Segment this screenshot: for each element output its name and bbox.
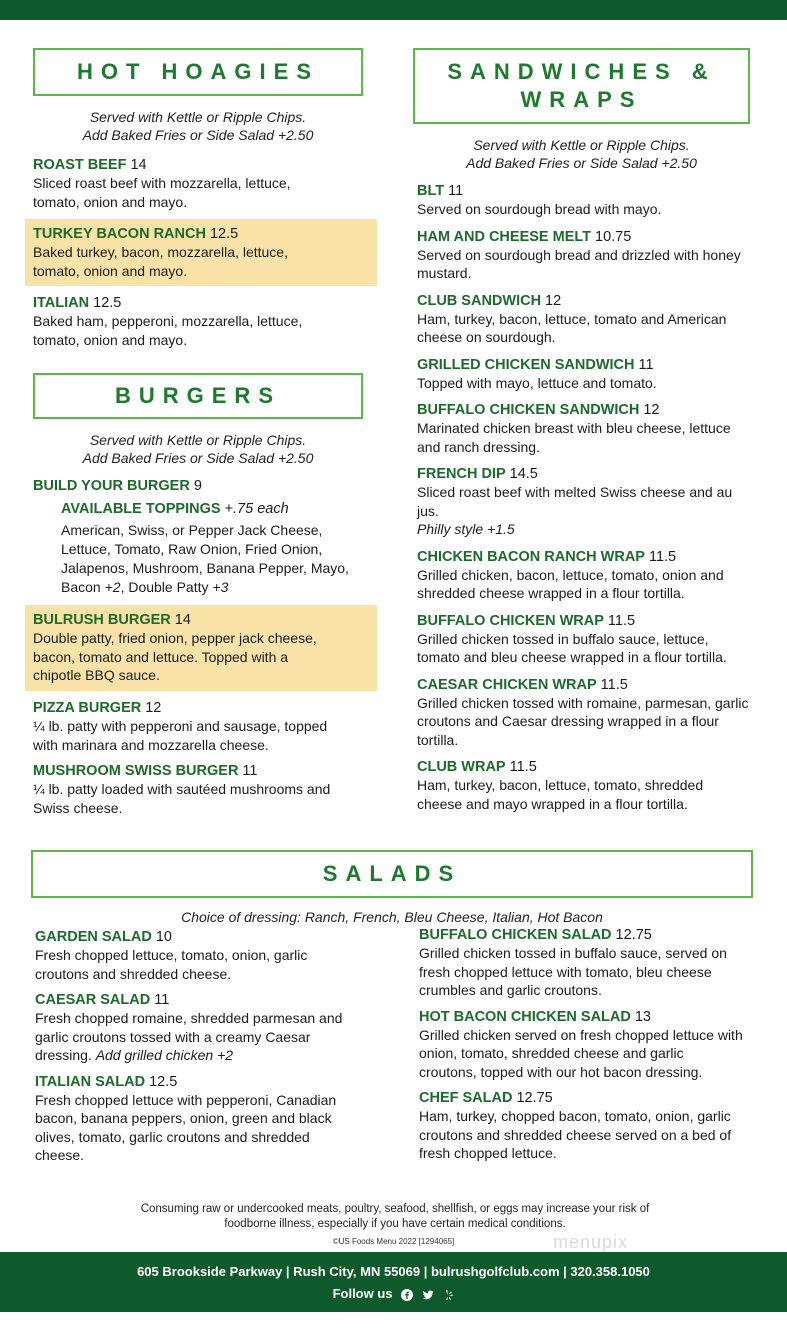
item-price: 14 [174,612,191,628]
item-desc: Grilled chicken tossed with romaine, parmesan, garlic croutons and Caesar dressing wrapped in a flour tortilla. [417,694,749,748]
item-name: FRENCH DIP [417,466,506,482]
sandwiches-note: Served with Kettle or Ripple Chips. Add Baked Fries or Side Salad +2.50 [466,137,697,171]
item-price: 12.75 [615,927,652,943]
twitter-icon[interactable] [422,1289,434,1301]
sandwiches-title: SANDWICHES & WRAPS [413,48,750,124]
item-desc: Grilled chicken, bacon, lettuce, tomato, onion and shredded cheese wrapped in a flour tortilla. [417,566,724,601]
menu-item [417,182,758,219]
item-extra: Philly style +1.5 [417,521,515,537]
salads-right-column [419,926,759,1163]
footer-address: 605 Brookside Parkway | Rush City, MN 55069 | bulrushgolfclub.com | 320.358.1050 [137,1264,650,1279]
item-price: 10.75 [595,228,632,245]
menu-item [419,926,759,1000]
item-name: BULRUSH BURGER [33,612,171,628]
footer-follow: Follow us [0,1285,787,1303]
item-desc: Grilled chicken served on fresh chopped lettuce with onion, tomato, shredded cheese and garlic croutons, topped with our hot bacon dressing. [419,1026,743,1080]
build-your-burger [33,477,373,597]
item-price: 11 [638,356,654,373]
item-price: 12 [145,700,162,716]
item-price: 11 [448,183,464,199]
menu-item [417,401,758,456]
item-price: 11.5 [607,612,636,629]
item-price: 10 [155,929,172,945]
item-extra: Add grilled chicken +2 [95,1047,234,1063]
item-name: CLUB SANDWICH [417,292,542,309]
item-price: 12.5 [149,1073,178,1090]
item-name: TURKEY BACON RANCH [33,226,206,242]
item-name: BUILD YOUR BURGER [33,478,190,494]
item-price: 11 [242,763,258,779]
item-desc: Sliced roast beef with melted Swiss cheese and au jus. Philly style +1.5 [417,484,733,537]
left-column [33,48,373,817]
item-name: BUFFALO CHICKEN WRAP [417,612,604,629]
menu-item [417,292,758,347]
item-name: ROAST BEEF [33,157,127,173]
item-price: 12.5 [209,226,239,242]
item-name: CAESAR SALAD [35,992,151,1008]
item-desc: Fresh chopped romaine, shredded parmesan and garlic croutons tossed with a creamy Caesar dressing. Add grilled chicken +2 [35,1010,343,1063]
menu-item [417,676,758,750]
menu-item [417,356,758,393]
item-desc: Grilled chicken tossed in buffalo sauce, lettuce, tomato and bleu cheese wrapped in a flour tortilla. [417,630,727,665]
item-name: CLUB WRAP [417,759,506,775]
item-desc: Served on sourdough bread with mayo. [417,201,662,217]
item-price: 12 [545,292,562,309]
item-name: BUFFALO CHICKEN SANDWICH [417,402,640,418]
item-price: 9 [193,478,202,494]
item-price: 11.5 [509,759,537,775]
item-desc: Served on sourdough bread and drizzled with honey mustard. [417,246,741,281]
item-price: 12 [643,402,660,418]
item-name: HAM AND CHEESE MELT [417,228,591,245]
item-name: CAESAR CHICKEN WRAP [417,676,597,693]
burgers-title: BURGERS [33,373,363,419]
item-desc: ¼ lb. patty with pepperoni and sausage, topped with marinara and mozzarella cheese. [33,718,328,753]
item-price: 13 [634,1008,651,1025]
item-name: BUFFALO CHICKEN SALAD [419,927,612,943]
yelp-icon[interactable] [442,1289,454,1301]
item-price: 12.75 [516,1090,553,1106]
item-price: 11.5 [600,676,628,693]
item-name: CHICKEN BACON RANCH WRAP [417,548,645,565]
item-desc: Fresh chopped lettuce, tomato, onion, garlic croutons and shredded cheese. [35,947,308,982]
item-desc: Sliced roast beef with mozzarella, lettuce, tomato, onion and mayo. [33,175,291,210]
toppings-heading: AVAILABLE TOPPINGS +.75 each [61,501,289,517]
menu-item [417,548,758,603]
menu-item [35,928,375,983]
menu-item [35,1073,375,1165]
item-name: MUSHROOM SWISS BURGER [33,763,239,779]
item-desc: ¼ lb. patty loaded with sautéed mushrooms and Swiss cheese. [33,781,331,816]
item-name: GRILLED CHICKEN SANDWICH [417,356,635,373]
menu-item [417,228,758,283]
disclaimer: Consuming raw or undercooked meats, poultry, seafood, shellfish, or eggs may increase your risk of foodborne illness, especially if you have certain medical conditions. [140,1203,650,1230]
item-desc: Grilled chicken tossed in buffalo sauce, served on fresh chopped lettuce with tomato, bleu cheese crumbles and garlic croutons. [419,945,727,998]
item-name: ITALIAN [33,295,90,311]
item-desc: Fresh chopped lettuce with pepperoni, Canadian bacon, banana peppers, onion, green and black olives, tomato, garlic croutons and shredded cheese. [35,1091,337,1163]
hoagies-note: Served with Kettle or Ripple Chips. Add Baked Fries or Side Salad +2.50 [82,109,314,143]
menu-item [417,612,758,667]
hoagies-title: HOT HOAGIES [33,48,363,96]
salads-title: SALADS [31,850,753,898]
menu-item-highlighted [25,605,377,691]
item-desc: Double patty, fried onion, pepper jack cheese, bacon, tomato and lettuce. Topped with a chipotle BBQ sauce. [33,630,317,683]
menu-item [33,156,373,211]
item-desc: Marinated chicken breast with bleu cheese, lettuce and ranch dressing. [417,420,731,455]
item-desc: Baked ham, pepperoni, mozzarella, lettuce, tomato, onion and mayo. [33,313,303,348]
menu-item [35,991,375,1065]
item-name: CHEF SALAD [419,1090,513,1106]
item-desc: Ham, turkey, chopped bacon, tomato, onion, garlic croutons and shredded cheese served on a bed of fresh chopped lettuce. [419,1108,732,1161]
facebook-icon[interactable] [401,1289,413,1301]
item-desc: Ham, turkey, bacon, lettuce, tomato, shredded cheese and mayo wrapped in a flour tortilla. [417,777,704,812]
sandwich-list [413,182,758,813]
item-name: GARDEN SALAD [35,929,152,945]
item-price: 14 [130,157,147,173]
item-desc: Topped with mayo, lettuce and tomato. [417,374,657,391]
menu-item [33,699,373,754]
item-desc: Baked turkey, bacon, mozzarella, lettuce, tomato, onion and mayo. [33,244,288,279]
watermark: menupix [553,1232,629,1252]
footer [0,1252,787,1312]
menu-item [33,762,373,817]
right-column [413,48,758,813]
item-name: BLT [417,183,445,199]
top-bar [0,0,787,20]
menu-item-highlighted [25,219,377,286]
item-name: HOT BACON CHICKEN SALAD [419,1008,631,1025]
item-name: PIZZA BURGER [33,700,142,716]
item-name: ITALIAN SALAD [35,1073,146,1090]
salads-left-column [35,928,375,1165]
burgers-note: Served with Kettle or Ripple Chips. Add Baked Fries or Side Salad +2.50 [82,432,314,466]
item-price: 12.5 [93,295,122,311]
item-desc: Ham, turkey, bacon, lettuce, tomato and American cheese on sourdough. [417,310,727,345]
menu-item [33,294,373,349]
salads-note: Choice of dressing: Ranch, French, Bleu Cheese, Italian, Hot Bacon [181,909,603,925]
menu-item [417,758,758,813]
toppings-list: American, Swiss, or Pepper Jack Cheese, Lettuce, Tomato, Raw Onion, Fried Onion, Jalapenos, Mushroom, Banana Pepper, Mayo, Bacon +2, Double Patty +3 [61,522,349,595]
menu-item [417,465,758,539]
menu-item [419,1008,759,1082]
item-price: 11.5 [648,548,677,565]
copyright: ©US Foods Menu 2022 [1294065] [332,1237,455,1246]
menu-item [419,1089,759,1163]
item-price: 14.5 [509,466,538,482]
item-price: 11 [154,992,170,1008]
